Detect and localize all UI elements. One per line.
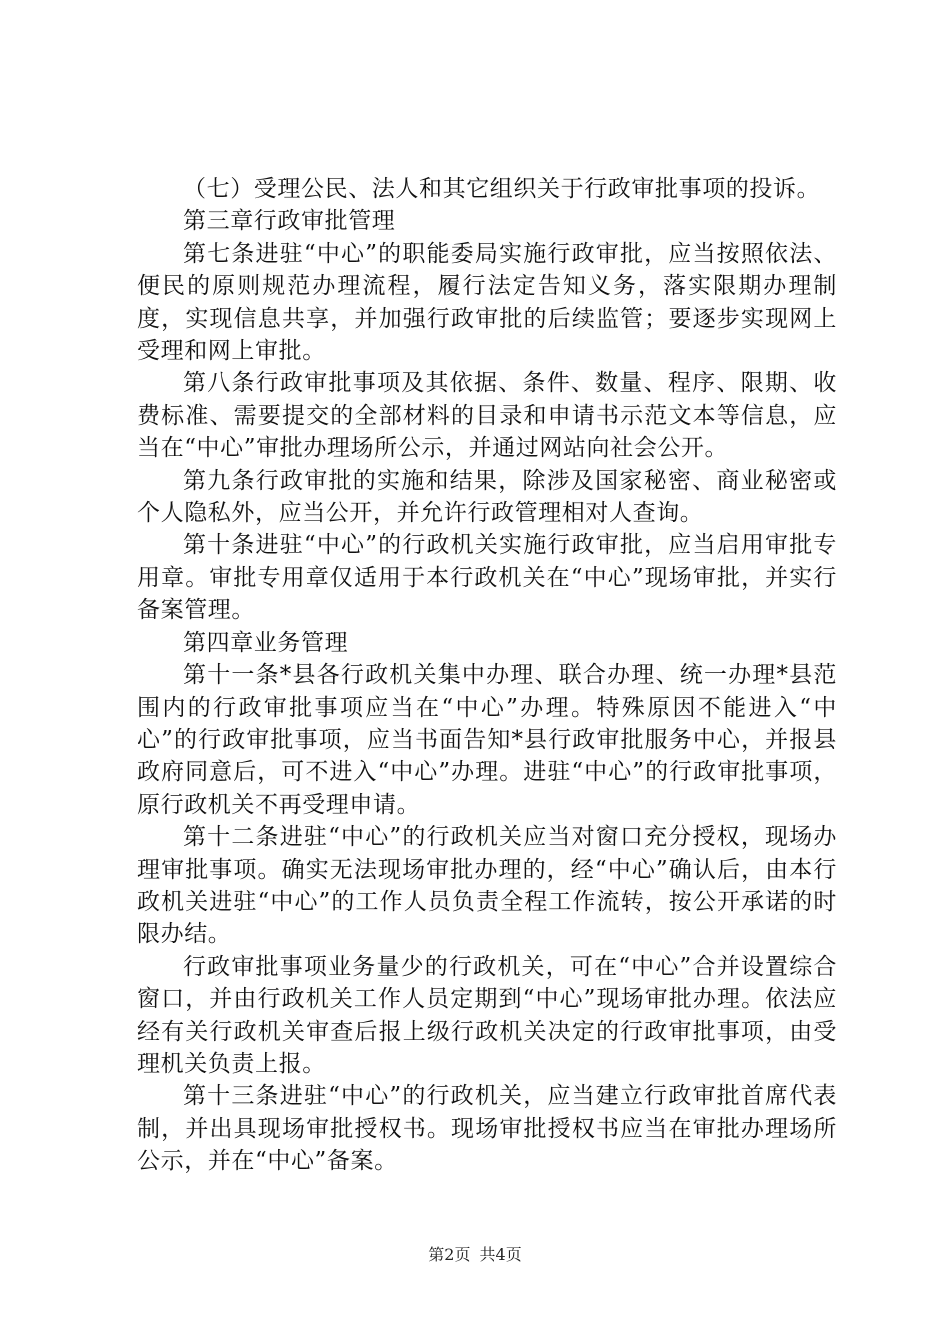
article-7: 第七条进驻“中心”的职能委局实施行政审批，应当按照依法、便民的原则规范办理流程，履行法定告知义务，落实限期办理制度，实现信息共享，并加强行政审批的后续监管；要逐步实现网上受理和网上审批。 <box>137 240 837 365</box>
page-number: 第2页 <box>428 1245 471 1264</box>
document-body <box>137 173 837 1178</box>
paragraph-item-7: （七）受理公民、法人和其它组织关于行政审批事项的投诉。 <box>183 176 821 202</box>
article-12: 第十二条进驻“中心”的行政机关应当对窗口充分授权，现场办理审批事项。确实无法现场审批办理的，经“中心”确认后，由本行政机关进驻“中心”的工作人员负责全程工作流转，按公开承诺的时限办结。 <box>137 824 837 948</box>
chapter-3-heading: 第三章行政审批管理 <box>183 208 396 235</box>
article-12-supplement: 行政审批事项业务量少的行政机关，可在“中心”合并设置综合窗口，并由行政机关工作人员定期到“中心”现场审批办理。依法应经有关行政机关审查后报上级行政机关决定的行政审批事项，由受理机关负责上报。 <box>137 953 837 1077</box>
article-8: 第八条行政审批事项及其依据、条件、数量、程序、限期、收费标准、需要提交的全部材料的目录和申请书示范文本等信息，应当在“中心”审批办理场所公示，并通过网站向社会公开。 <box>137 370 837 462</box>
article-10: 第十条进驻“中心”的行政机关实施行政审批，应当启用审批专用章。审批专用章仅适用于本行政机关在“中心”现场审批，并实行备案管理。 <box>137 532 837 624</box>
article-13: 第十三条进驻“中心”的行政机关，应当建立行政审批首席代表制，并出具现场审批授权书。现场审批授权书应当在审批办理场所公示，并在“中心”备案。 <box>137 1083 837 1175</box>
article-9: 第九条行政审批的实施和结果，除涉及国家秘密、商业秘密或个人隐私外，应当公开，并允许行政管理相对人查询。 <box>137 467 837 527</box>
chapter-4-heading: 第四章业务管理 <box>183 629 349 656</box>
article-11: 第十一条*县各行政机关集中办理、联合办理、统一办理*县范围内的行政审批事项应当在“中心”办理。特殊原因不能进入“中心”的行政审批事项，应当书面告知*县行政审批服务中心，并报县政府同意后，可不进入“中心”办理。进驻“中心”的行政审批事项，原行政机关不再受理申请。 <box>137 662 837 818</box>
page-footer <box>0 1242 950 1265</box>
page-total: 共4页 <box>479 1245 522 1264</box>
